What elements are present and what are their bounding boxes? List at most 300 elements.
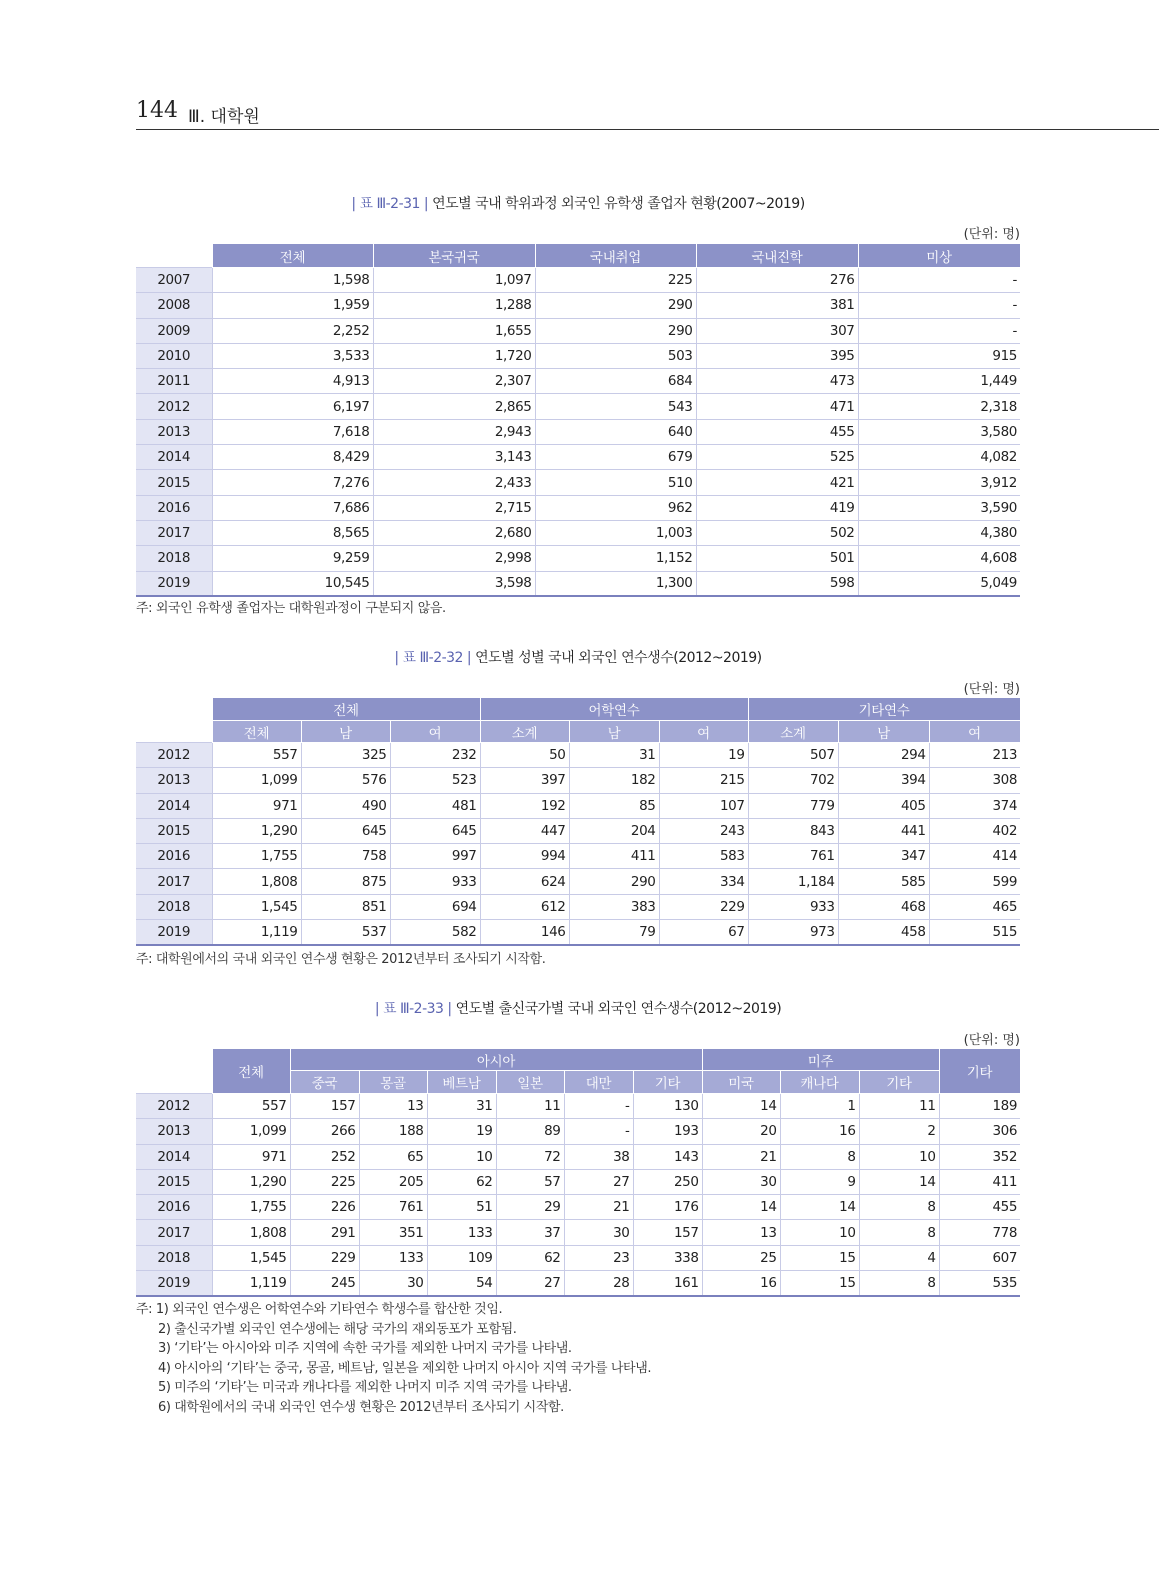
table-cell: 2,680 [373,520,535,545]
table-cell: 761 [748,844,838,869]
table-cell: 15 [780,1245,859,1270]
row-year: 2015 [136,470,212,495]
table2-group-header: 전체 [212,698,480,721]
table-cell: 1,099 [212,768,301,793]
table-cell: 225 [290,1169,359,1194]
table-cell: 1,290 [212,818,301,843]
table1-col-header: 미상 [858,244,1020,268]
table3-america-col: 캐나다 [780,1071,859,1094]
table-cell: 598 [696,571,858,596]
table-cell: 27 [564,1169,633,1194]
table2-label: | 표 Ⅲ-2-32 | [394,650,472,666]
table-cell: 1,300 [535,571,696,596]
table-cell: 1 [780,1094,859,1119]
table3-corner [136,1049,212,1094]
table-cell: 79 [569,920,659,945]
table-cell: 761 [359,1195,427,1220]
table-cell: 397 [480,768,569,793]
table-cell: 15 [780,1271,859,1296]
table-cell: 65 [359,1144,427,1169]
table-cell: 334 [659,869,748,894]
table2-sub-header: 소계 [748,721,838,743]
table2-sub-header: 여 [659,721,748,743]
table3-note-line: 4) 아시아의 ‘기타’는 중국, 몽골, 베트남, 일본을 제외한 나머지 아시아 지역 국가를 나타냄. [158,1360,652,1376]
table-cell: 225 [535,268,696,293]
table-cell: 325 [301,743,390,768]
table-cell: 2,307 [373,369,535,394]
table-cell: 4,380 [858,520,1020,545]
table-cell: 2,318 [858,394,1020,419]
table-cell: 2,433 [373,470,535,495]
table1-col-header: 전체 [212,244,373,268]
table-cell: 192 [480,793,569,818]
table-cell: 455 [696,419,858,444]
row-year: 2017 [136,869,212,894]
table-cell: - [564,1119,633,1144]
table-row [136,1094,1020,1119]
table-cell: 13 [359,1094,427,1119]
table-cell: 607 [939,1245,1020,1270]
row-year: 2013 [136,768,212,793]
table-row [136,293,1020,318]
table1-title-text: 연도별 국내 학위과정 외국인 유학생 졸업자 현황(2007~2019) [432,196,805,212]
table-row [136,768,1020,793]
table-cell: 29 [496,1195,564,1220]
table-cell: 411 [569,844,659,869]
table-cell: 374 [929,793,1020,818]
table-row [136,1144,1020,1169]
table-cell: 535 [939,1271,1020,1296]
table-cell: 62 [496,1245,564,1270]
table-row [136,343,1020,368]
table3-label: | 표 Ⅲ-2-33 | [374,1001,452,1017]
table1-col-header: 국내진학 [696,244,858,268]
table-cell: 1,449 [858,369,1020,394]
table-cell: 226 [290,1195,359,1220]
row-year: 2014 [136,793,212,818]
table-cell: 308 [929,768,1020,793]
table-cell: 1,720 [373,343,535,368]
table-cell: 8 [780,1144,859,1169]
table-cell: 89 [496,1119,564,1144]
table-cell: 2,715 [373,495,535,520]
table-row [136,869,1020,894]
table-cell: 38 [564,1144,633,1169]
table-cell: 503 [535,343,696,368]
table-cell: 1,655 [373,318,535,343]
table-cell: 4 [859,1245,939,1270]
table-cell: 51 [427,1195,496,1220]
table3-asia-col: 베트남 [427,1071,496,1094]
table-cell: 481 [390,793,480,818]
table-cell: 10 [780,1220,859,1245]
table-cell: 11 [859,1094,939,1119]
table-row [136,419,1020,444]
table-cell: 694 [390,894,480,919]
row-year: 2012 [136,1094,212,1119]
table-cell: 2,252 [212,318,373,343]
table-cell: 107 [659,793,748,818]
table-cell: 779 [748,793,838,818]
table2-sub-header: 소계 [480,721,569,743]
table3-america-col: 미국 [702,1071,780,1094]
table-row [136,1119,1020,1144]
table-row [136,470,1020,495]
table-row [136,1195,1020,1220]
row-year: 2017 [136,1220,212,1245]
row-year: 2018 [136,1245,212,1270]
table1-col-header: 국내취업 [535,244,696,268]
table-cell: 3,533 [212,343,373,368]
table-cell: 31 [569,743,659,768]
table-cell: 16 [702,1271,780,1296]
table-cell: 130 [633,1094,702,1119]
table2-sub-header: 남 [838,721,929,743]
table-cell: 215 [659,768,748,793]
row-year: 2016 [136,495,212,520]
table-row [136,546,1020,571]
table3-note-line: 5) 미주의 ‘기타’는 미국과 캐나다를 제외한 나머지 미주 지역 국가를 나타냄. [158,1380,572,1395]
table1-title [136,193,1020,213]
table-cell: 1,119 [212,920,301,945]
row-year: 2018 [136,546,212,571]
row-year: 2015 [136,818,212,843]
table-cell: 54 [427,1271,496,1296]
table3-note-line: 2) 출신국가별 외국인 연수생에는 해당 국가의 재외동포가 포함됨. [158,1321,517,1337]
row-year: 2009 [136,318,212,343]
table2-note: 주: 대학원에서의 국내 외국인 연수생 현황은 2012년부터 조사되기 시작함. [136,952,546,967]
table-cell: 419 [696,495,858,520]
table-row [136,743,1020,768]
table-cell: 62 [427,1169,496,1194]
table-cell: 994 [480,844,569,869]
table-row [136,818,1020,843]
table-cell: 973 [748,920,838,945]
table-cell: 176 [633,1195,702,1220]
table-cell: 1,119 [212,1271,290,1296]
table-cell: 1,184 [748,869,838,894]
table-cell: 188 [359,1119,427,1144]
table-cell: 624 [480,869,569,894]
table-cell: 5,049 [858,571,1020,596]
table-cell: 471 [696,394,858,419]
table-cell: 338 [633,1245,702,1270]
row-year: 2018 [136,894,212,919]
table-cell: 67 [659,920,748,945]
table-cell: 612 [480,894,569,919]
table-cell: 933 [748,894,838,919]
table2-title [136,647,1020,667]
table3-asia-col: 대만 [564,1071,633,1094]
table-cell: 1,152 [535,546,696,571]
page-number: 144 [136,98,178,123]
table2-sub-header: 여 [929,721,1020,743]
table-cell: 19 [659,743,748,768]
table-cell: 245 [290,1271,359,1296]
table-cell: 193 [633,1119,702,1144]
table3-asia-header: 아시아 [290,1049,702,1071]
page-header [136,96,1159,130]
table-cell: 306 [939,1119,1020,1144]
table-cell: 14 [780,1195,859,1220]
table-cell: 2,943 [373,419,535,444]
table-cell: 229 [290,1245,359,1270]
table-cell: 14 [702,1195,780,1220]
table-cell: 2 [859,1119,939,1144]
table-cell: 1,097 [373,268,535,293]
table-cell: 1,545 [212,894,301,919]
table-row [136,894,1020,919]
table-cell: 266 [290,1119,359,1144]
table-cell: 351 [359,1220,427,1245]
table-cell: 843 [748,818,838,843]
table-cell: 291 [290,1220,359,1245]
table3-note-line: 6) 대학원에서의 국내 외국인 연수생 현황은 2012년부터 조사되기 시작함. [158,1399,564,1415]
table-cell: 7,276 [212,470,373,495]
table3-other-header: 기타 [939,1049,1020,1094]
table-cell: 4,608 [858,546,1020,571]
table3-note-line: 3) ‘기타’는 아시아와 미주 지역에 속한 국가를 제외한 나머지 국가를 나타냄. [158,1341,572,1356]
table-cell: 109 [427,1245,496,1270]
table-cell: 1,959 [212,293,373,318]
table-cell: 19 [427,1119,496,1144]
table-cell: 30 [359,1271,427,1296]
table-cell: 252 [290,1144,359,1169]
table-cell: 31 [427,1094,496,1119]
table-cell: 962 [535,495,696,520]
table-row [136,318,1020,343]
row-year: 2014 [136,1144,212,1169]
row-year: 2014 [136,445,212,470]
table-cell: 205 [359,1169,427,1194]
table2-sub-header: 전체 [212,721,301,743]
table-row [136,1169,1020,1194]
table-cell: 875 [301,869,390,894]
table-cell: 414 [929,844,1020,869]
table2-title-text: 연도별 성별 국내 외국인 연수생수(2012~2019) [475,650,762,666]
table2-unit: (단위: 명) [963,682,1020,697]
table3-asia-col: 몽골 [359,1071,427,1094]
table-cell: 7,686 [212,495,373,520]
table3-america-header: 미주 [702,1049,939,1071]
table3-asia-col: 일본 [496,1071,564,1094]
table-cell: 28 [564,1271,633,1296]
table1-label: | 표 Ⅲ-2-31 | [351,196,429,212]
table2-sub-header: 남 [569,721,659,743]
table-cell: 502 [696,520,858,545]
table-cell: 758 [301,844,390,869]
table3-total-header: 전체 [212,1049,290,1094]
table-cell: - [858,318,1020,343]
table-cell: 557 [212,743,301,768]
table-cell: 394 [838,768,929,793]
table-cell: 557 [212,1094,290,1119]
table-cell: 6,197 [212,394,373,419]
table-cell: 16 [780,1119,859,1144]
table-cell: 1,003 [535,520,696,545]
table-cell: 1,290 [212,1169,290,1194]
table-cell: 525 [696,445,858,470]
table-cell: 1,099 [212,1119,290,1144]
table-cell: 8 [859,1195,939,1220]
table-cell: 157 [290,1094,359,1119]
table-cell: 72 [496,1144,564,1169]
table-cell: 851 [301,894,390,919]
table-cell: 583 [659,844,748,869]
table1-col-header: 본국귀국 [373,244,535,268]
row-year: 2013 [136,419,212,444]
table-row [136,445,1020,470]
table-cell: 1,808 [212,869,301,894]
table-cell: 441 [838,818,929,843]
table-cell: 411 [939,1169,1020,1194]
table-cell: 421 [696,470,858,495]
table-cell: 9,259 [212,546,373,571]
table-row [136,1245,1020,1270]
table-cell: 2,998 [373,546,535,571]
table-cell: 250 [633,1169,702,1194]
table-cell: 133 [427,1220,496,1245]
table1-unit: (단위: 명) [963,227,1020,242]
table-cell: 383 [569,894,659,919]
table-cell: 971 [212,1144,290,1169]
table-cell: 933 [390,869,480,894]
table-cell: 133 [359,1245,427,1270]
table-cell: 1,598 [212,268,373,293]
table-row [136,369,1020,394]
table-cell: 182 [569,768,659,793]
table-cell: 290 [535,318,696,343]
table3-asia-col: 중국 [290,1071,359,1094]
table-cell: 213 [929,743,1020,768]
table-cell: 490 [301,793,390,818]
table-cell: 507 [748,743,838,768]
table-cell: 14 [859,1169,939,1194]
row-year: 2011 [136,369,212,394]
table-cell: 582 [390,920,480,945]
table-cell: 307 [696,318,858,343]
table-row [136,1271,1020,1296]
table2-sub-header: 남 [301,721,390,743]
table-row [136,793,1020,818]
table-cell: 645 [390,818,480,843]
table-cell: 523 [390,768,480,793]
table-cell: 9 [780,1169,859,1194]
table-cell: 21 [564,1195,633,1220]
table-cell: 702 [748,768,838,793]
table2-sub-header: 여 [390,721,480,743]
table-cell: 1,545 [212,1245,290,1270]
table-cell: 381 [696,293,858,318]
table-row [136,844,1020,869]
table-cell: 684 [535,369,696,394]
table-cell: 599 [929,869,1020,894]
table-cell: 537 [301,920,390,945]
table-cell: 243 [659,818,748,843]
table-row [136,920,1020,945]
table-cell: 27 [496,1271,564,1296]
table3-title [136,998,1020,1018]
table-cell: 473 [696,369,858,394]
table-row [136,520,1020,545]
table-cell: 465 [929,894,1020,919]
table-cell: 2,865 [373,394,535,419]
table-cell: 468 [838,894,929,919]
table3-asia-col: 기타 [633,1071,702,1094]
table-cell: 21 [702,1144,780,1169]
table-cell: 8,565 [212,520,373,545]
table-cell: 8,429 [212,445,373,470]
table-cell: 30 [702,1169,780,1194]
table-cell: 146 [480,920,569,945]
table-cell: 189 [939,1094,1020,1119]
table-cell: 57 [496,1169,564,1194]
table-cell: - [858,293,1020,318]
row-year: 2007 [136,268,212,293]
table3-america-col: 기타 [859,1071,939,1094]
table-cell: 778 [939,1220,1020,1245]
chapter-title: Ⅲ. 대학원 [188,107,260,127]
table-cell: 3,580 [858,419,1020,444]
table-cell: 679 [535,445,696,470]
table-cell: 447 [480,818,569,843]
table-row [136,495,1020,520]
table-cell: 10 [859,1144,939,1169]
table-cell: 1,755 [212,1195,290,1220]
table-cell: 458 [838,920,929,945]
table-cell: 1,808 [212,1220,290,1245]
row-year: 2010 [136,343,212,368]
table-row [136,268,1020,293]
table-cell: 8 [859,1220,939,1245]
row-year: 2013 [136,1119,212,1144]
table-cell: 645 [301,818,390,843]
table-cell: 501 [696,546,858,571]
table-cell: 3,143 [373,445,535,470]
table-cell: 915 [858,343,1020,368]
table-cell: 25 [702,1245,780,1270]
table-cell: 229 [659,894,748,919]
table1-note: 주: 외국인 유학생 졸업자는 대학원과정이 구분되지 않음. [136,601,446,616]
table-cell: 20 [702,1119,780,1144]
table-cell: 997 [390,844,480,869]
table-row [136,1220,1020,1245]
table-cell: 143 [633,1144,702,1169]
table-cell: 352 [939,1144,1020,1169]
row-year: 2008 [136,293,212,318]
row-year: 2012 [136,743,212,768]
table-cell: 204 [569,818,659,843]
table-cell: 455 [939,1195,1020,1220]
table-cell: 405 [838,793,929,818]
row-year: 2016 [136,1195,212,1220]
table-cell: 1,755 [212,844,301,869]
table3-title-text: 연도별 출신국가별 국내 외국인 연수생수(2012~2019) [455,1001,782,1017]
table-cell: 7,618 [212,419,373,444]
table3-notes [136,1300,651,1417]
table1-corner [136,244,212,268]
table-cell: 4,913 [212,369,373,394]
table-cell: 510 [535,470,696,495]
table3 [136,1048,1021,1297]
table-cell: 10 [427,1144,496,1169]
table-cell: 640 [535,419,696,444]
table-cell: 294 [838,743,929,768]
table-cell: 3,912 [858,470,1020,495]
table-cell: 10,545 [212,571,373,596]
row-year: 2019 [136,1271,212,1296]
table-cell: 3,598 [373,571,535,596]
